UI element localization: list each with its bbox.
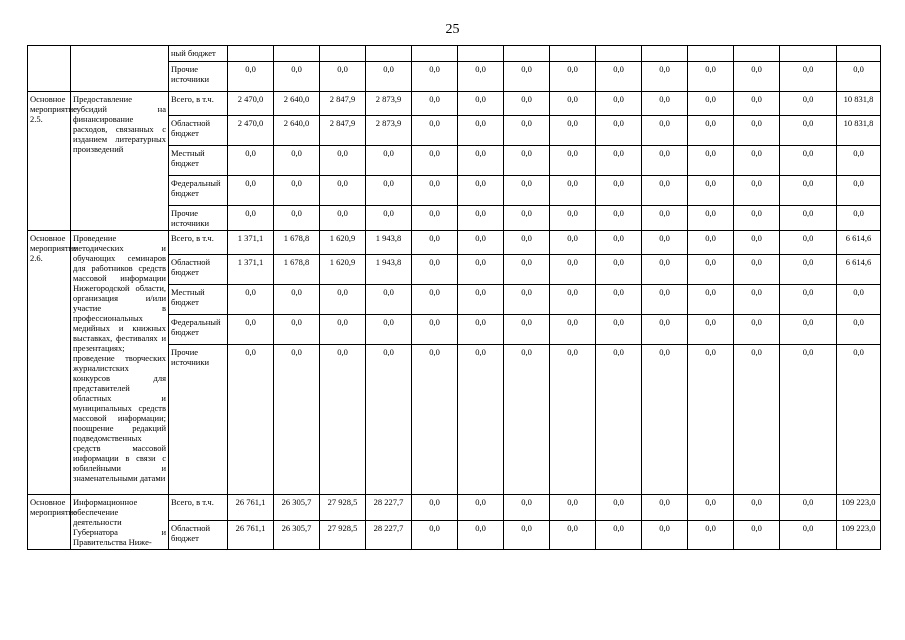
value-cell: 0,0 bbox=[734, 495, 780, 521]
value-cell: 0,0 bbox=[780, 285, 837, 315]
value-cell: 0,0 bbox=[458, 285, 504, 315]
value-cell: 2 470,0 bbox=[228, 116, 274, 146]
description-cell: Предоставление субсидий на финансирование расходов, связанных с изданием литературных произведений bbox=[71, 92, 169, 231]
source-cell: Местный бюджет bbox=[169, 285, 228, 315]
value-cell: 0,0 bbox=[504, 255, 550, 285]
value-cell: 0,0 bbox=[504, 315, 550, 345]
value-cell: 0,0 bbox=[688, 345, 734, 495]
value-cell: 0,0 bbox=[550, 345, 596, 495]
value-cell: 0,0 bbox=[642, 315, 688, 345]
value-cell: 0,0 bbox=[642, 345, 688, 495]
source-cell: Областной бюджет bbox=[169, 255, 228, 285]
value-cell: 0,0 bbox=[458, 146, 504, 176]
value-cell: 0,0 bbox=[550, 146, 596, 176]
value-cell: 0,0 bbox=[228, 285, 274, 315]
value-cell: 0,0 bbox=[274, 62, 320, 92]
value-cell: 0,0 bbox=[504, 116, 550, 146]
value-cell: 0,0 bbox=[780, 495, 837, 521]
total-cell bbox=[837, 46, 881, 62]
value-cell bbox=[642, 46, 688, 62]
value-cell bbox=[596, 46, 642, 62]
value-cell: 0,0 bbox=[780, 206, 837, 231]
value-cell: 0,0 bbox=[642, 521, 688, 550]
value-cell: 0,0 bbox=[458, 176, 504, 206]
value-cell: 0,0 bbox=[412, 285, 458, 315]
value-cell: 0,0 bbox=[642, 206, 688, 231]
value-cell: 0,0 bbox=[412, 495, 458, 521]
value-cell: 0,0 bbox=[596, 206, 642, 231]
value-cell: 0,0 bbox=[320, 345, 366, 495]
value-cell: 0,0 bbox=[734, 176, 780, 206]
total-cell: 0,0 bbox=[837, 285, 881, 315]
total-cell: 10 831,8 bbox=[837, 92, 881, 116]
source-cell: Всего, в т.ч. bbox=[169, 92, 228, 116]
table-row bbox=[28, 495, 881, 521]
source-cell: Всего, в т.ч. bbox=[169, 231, 228, 255]
value-cell: 0,0 bbox=[504, 176, 550, 206]
value-cell: 0,0 bbox=[596, 146, 642, 176]
value-cell: 1 620,9 bbox=[320, 231, 366, 255]
value-cell: 0,0 bbox=[688, 285, 734, 315]
source-cell: Прочие источники bbox=[169, 62, 228, 92]
value-cell: 0,0 bbox=[780, 92, 837, 116]
value-cell: 0,0 bbox=[642, 62, 688, 92]
value-cell: 0,0 bbox=[596, 495, 642, 521]
value-cell: 0,0 bbox=[780, 116, 837, 146]
value-cell: 1 371,1 bbox=[228, 255, 274, 285]
value-cell: 0,0 bbox=[228, 345, 274, 495]
value-cell bbox=[550, 46, 596, 62]
value-cell: 2 847,9 bbox=[320, 92, 366, 116]
value-cell: 0,0 bbox=[596, 255, 642, 285]
value-cell: 0,0 bbox=[320, 315, 366, 345]
total-cell: 0,0 bbox=[837, 62, 881, 92]
value-cell bbox=[780, 46, 837, 62]
value-cell: 0,0 bbox=[550, 231, 596, 255]
value-cell: 28 227,7 bbox=[366, 521, 412, 550]
total-cell: 0,0 bbox=[837, 345, 881, 495]
value-cell: 26 761,1 bbox=[228, 521, 274, 550]
value-cell: 0,0 bbox=[688, 495, 734, 521]
value-cell: 0,0 bbox=[688, 116, 734, 146]
value-cell: 0,0 bbox=[458, 521, 504, 550]
value-cell: 0,0 bbox=[550, 495, 596, 521]
value-cell: 0,0 bbox=[412, 176, 458, 206]
value-cell: 2 640,0 bbox=[274, 92, 320, 116]
value-cell: 0,0 bbox=[596, 345, 642, 495]
source-cell: Прочие источники bbox=[169, 345, 228, 495]
value-cell: 0,0 bbox=[734, 345, 780, 495]
total-cell: 6 614,6 bbox=[837, 231, 881, 255]
value-cell: 0,0 bbox=[274, 176, 320, 206]
value-cell: 0,0 bbox=[734, 116, 780, 146]
value-cell: 26 761,1 bbox=[228, 495, 274, 521]
value-cell: 0,0 bbox=[734, 231, 780, 255]
value-cell: 0,0 bbox=[688, 92, 734, 116]
value-cell: 0,0 bbox=[550, 62, 596, 92]
value-cell: 0,0 bbox=[550, 255, 596, 285]
value-cell: 2 470,0 bbox=[228, 92, 274, 116]
value-cell: 0,0 bbox=[458, 255, 504, 285]
description-cell: Информационное обеспечение деятельности Губернатора и Правительства Ниже- bbox=[71, 495, 169, 550]
source-cell: Прочие источники bbox=[169, 206, 228, 231]
value-cell: 0,0 bbox=[780, 146, 837, 176]
value-cell: 0,0 bbox=[550, 92, 596, 116]
value-cell: 0,0 bbox=[228, 176, 274, 206]
value-cell: 1 943,8 bbox=[366, 231, 412, 255]
value-cell: 0,0 bbox=[596, 62, 642, 92]
source-cell: Областной бюджет bbox=[169, 521, 228, 550]
value-cell: 0,0 bbox=[320, 176, 366, 206]
value-cell: 0,0 bbox=[596, 116, 642, 146]
source-cell: ный бюджет bbox=[169, 46, 228, 62]
value-cell: 0,0 bbox=[274, 146, 320, 176]
value-cell: 0,0 bbox=[320, 206, 366, 231]
value-cell: 0,0 bbox=[688, 206, 734, 231]
value-cell: 0,0 bbox=[412, 255, 458, 285]
value-cell: 0,0 bbox=[734, 62, 780, 92]
value-cell: 0,0 bbox=[550, 116, 596, 146]
budget-table bbox=[27, 45, 881, 550]
table-row bbox=[28, 231, 881, 255]
value-cell: 0,0 bbox=[412, 116, 458, 146]
value-cell: 0,0 bbox=[688, 255, 734, 285]
value-cell: 0,0 bbox=[504, 146, 550, 176]
value-cell: 0,0 bbox=[688, 231, 734, 255]
value-cell: 0,0 bbox=[596, 92, 642, 116]
total-cell: 109 223,0 bbox=[837, 495, 881, 521]
table-row bbox=[28, 92, 881, 116]
value-cell: 0,0 bbox=[228, 206, 274, 231]
value-cell bbox=[320, 46, 366, 62]
value-cell: 0,0 bbox=[596, 315, 642, 345]
value-cell: 0,0 bbox=[780, 62, 837, 92]
value-cell: 0,0 bbox=[596, 176, 642, 206]
value-cell: 0,0 bbox=[734, 146, 780, 176]
value-cell: 2 640,0 bbox=[274, 116, 320, 146]
value-cell: 0,0 bbox=[320, 62, 366, 92]
total-cell: 6 614,6 bbox=[837, 255, 881, 285]
value-cell: 0,0 bbox=[504, 231, 550, 255]
source-cell: Областной бюджет bbox=[169, 116, 228, 146]
value-cell: 0,0 bbox=[412, 315, 458, 345]
source-cell: Федеральный бюджет bbox=[169, 315, 228, 345]
value-cell: 0,0 bbox=[734, 285, 780, 315]
value-cell: 27 928,5 bbox=[320, 521, 366, 550]
value-cell: 0,0 bbox=[458, 206, 504, 231]
event-cell bbox=[28, 46, 71, 92]
table-row bbox=[28, 46, 881, 62]
value-cell: 2 873,9 bbox=[366, 92, 412, 116]
value-cell: 0,0 bbox=[366, 206, 412, 231]
source-cell: Местный бюджет bbox=[169, 146, 228, 176]
value-cell: 0,0 bbox=[734, 206, 780, 231]
value-cell: 1 678,8 bbox=[274, 231, 320, 255]
value-cell: 0,0 bbox=[688, 521, 734, 550]
event-cell: Основное мероприятие 2.6. bbox=[28, 231, 71, 495]
value-cell: 2 847,9 bbox=[320, 116, 366, 146]
value-cell: 0,0 bbox=[458, 345, 504, 495]
value-cell: 0,0 bbox=[412, 146, 458, 176]
value-cell: 0,0 bbox=[504, 92, 550, 116]
value-cell: 0,0 bbox=[550, 206, 596, 231]
value-cell: 0,0 bbox=[274, 345, 320, 495]
total-cell: 10 831,8 bbox=[837, 116, 881, 146]
value-cell: 0,0 bbox=[642, 231, 688, 255]
value-cell: 0,0 bbox=[320, 285, 366, 315]
budget-body bbox=[28, 46, 881, 550]
source-cell: Всего, в т.ч. bbox=[169, 495, 228, 521]
value-cell: 0,0 bbox=[780, 315, 837, 345]
value-cell bbox=[228, 46, 274, 62]
value-cell: 0,0 bbox=[228, 315, 274, 345]
value-cell: 0,0 bbox=[642, 285, 688, 315]
value-cell: 0,0 bbox=[458, 495, 504, 521]
value-cell: 0,0 bbox=[458, 92, 504, 116]
value-cell: 26 305,7 bbox=[274, 495, 320, 521]
value-cell: 0,0 bbox=[780, 345, 837, 495]
value-cell: 0,0 bbox=[228, 62, 274, 92]
value-cell: 0,0 bbox=[504, 345, 550, 495]
value-cell: 0,0 bbox=[228, 146, 274, 176]
value-cell: 0,0 bbox=[642, 495, 688, 521]
value-cell: 0,0 bbox=[504, 206, 550, 231]
value-cell: 27 928,5 bbox=[320, 495, 366, 521]
value-cell bbox=[412, 46, 458, 62]
value-cell: 0,0 bbox=[274, 285, 320, 315]
value-cell: 0,0 bbox=[458, 231, 504, 255]
value-cell: 0,0 bbox=[412, 231, 458, 255]
value-cell: 0,0 bbox=[642, 92, 688, 116]
value-cell: 0,0 bbox=[274, 206, 320, 231]
total-cell: 0,0 bbox=[837, 176, 881, 206]
value-cell: 0,0 bbox=[596, 521, 642, 550]
value-cell: 1 943,8 bbox=[366, 255, 412, 285]
description-cell bbox=[71, 46, 169, 92]
value-cell: 0,0 bbox=[688, 315, 734, 345]
value-cell: 0,0 bbox=[550, 285, 596, 315]
value-cell bbox=[274, 46, 320, 62]
description-cell: Проведение методических и обучающих семинаров для работников средств массовой информации Нижегородской области, организация и/или участие в профессиональных медийных и книжных выставках, фестивалях и презентациях; проведение творческих журналистских конкурсов для представителей областных и муниципальных средств массовой информации; поощрение редакций подведомственных средств массовой информации в связи с юбилейными и знаменательными датами bbox=[71, 231, 169, 495]
value-cell: 2 873,9 bbox=[366, 116, 412, 146]
value-cell: 0,0 bbox=[366, 285, 412, 315]
value-cell: 0,0 bbox=[504, 495, 550, 521]
value-cell: 1 371,1 bbox=[228, 231, 274, 255]
value-cell: 0,0 bbox=[642, 116, 688, 146]
value-cell: 1 620,9 bbox=[320, 255, 366, 285]
value-cell: 0,0 bbox=[412, 345, 458, 495]
event-cell: Основное мероприятие 2.5. bbox=[28, 92, 71, 231]
value-cell: 0,0 bbox=[366, 345, 412, 495]
value-cell: 0,0 bbox=[504, 521, 550, 550]
value-cell: 0,0 bbox=[688, 146, 734, 176]
value-cell: 0,0 bbox=[412, 62, 458, 92]
value-cell: 0,0 bbox=[780, 255, 837, 285]
value-cell: 0,0 bbox=[366, 176, 412, 206]
value-cell: 0,0 bbox=[458, 62, 504, 92]
value-cell: 0,0 bbox=[734, 255, 780, 285]
total-cell: 0,0 bbox=[837, 315, 881, 345]
value-cell bbox=[458, 46, 504, 62]
value-cell: 0,0 bbox=[596, 231, 642, 255]
value-cell: 0,0 bbox=[642, 255, 688, 285]
page-number: 25 bbox=[445, 22, 460, 37]
value-cell: 0,0 bbox=[274, 315, 320, 345]
value-cell: 0,0 bbox=[366, 315, 412, 345]
value-cell: 0,0 bbox=[550, 176, 596, 206]
value-cell: 0,0 bbox=[550, 315, 596, 345]
value-cell: 0,0 bbox=[366, 146, 412, 176]
value-cell: 0,0 bbox=[320, 146, 366, 176]
total-cell: 0,0 bbox=[837, 146, 881, 176]
value-cell: 0,0 bbox=[780, 521, 837, 550]
value-cell: 0,0 bbox=[550, 521, 596, 550]
value-cell bbox=[734, 46, 780, 62]
value-cell: 0,0 bbox=[734, 92, 780, 116]
value-cell: 0,0 bbox=[688, 176, 734, 206]
value-cell: 26 305,7 bbox=[274, 521, 320, 550]
value-cell bbox=[504, 46, 550, 62]
value-cell: 0,0 bbox=[596, 285, 642, 315]
source-cell: Федеральный бюджет bbox=[169, 176, 228, 206]
total-cell: 109 223,0 bbox=[837, 521, 881, 550]
value-cell: 0,0 bbox=[412, 521, 458, 550]
value-cell: 0,0 bbox=[642, 146, 688, 176]
value-cell: 0,0 bbox=[688, 62, 734, 92]
value-cell: 0,0 bbox=[780, 176, 837, 206]
value-cell: 0,0 bbox=[780, 231, 837, 255]
value-cell bbox=[688, 46, 734, 62]
value-cell bbox=[366, 46, 412, 62]
value-cell: 0,0 bbox=[458, 116, 504, 146]
value-cell: 0,0 bbox=[366, 62, 412, 92]
value-cell: 0,0 bbox=[412, 206, 458, 231]
value-cell: 0,0 bbox=[504, 62, 550, 92]
value-cell: 0,0 bbox=[734, 521, 780, 550]
value-cell: 0,0 bbox=[734, 315, 780, 345]
value-cell: 1 678,8 bbox=[274, 255, 320, 285]
value-cell: 0,0 bbox=[458, 315, 504, 345]
value-cell: 0,0 bbox=[642, 176, 688, 206]
value-cell: 0,0 bbox=[504, 285, 550, 315]
total-cell: 0,0 bbox=[837, 206, 881, 231]
value-cell: 0,0 bbox=[412, 92, 458, 116]
event-cell: Основное мероприятие bbox=[28, 495, 71, 550]
value-cell: 28 227,7 bbox=[366, 495, 412, 521]
